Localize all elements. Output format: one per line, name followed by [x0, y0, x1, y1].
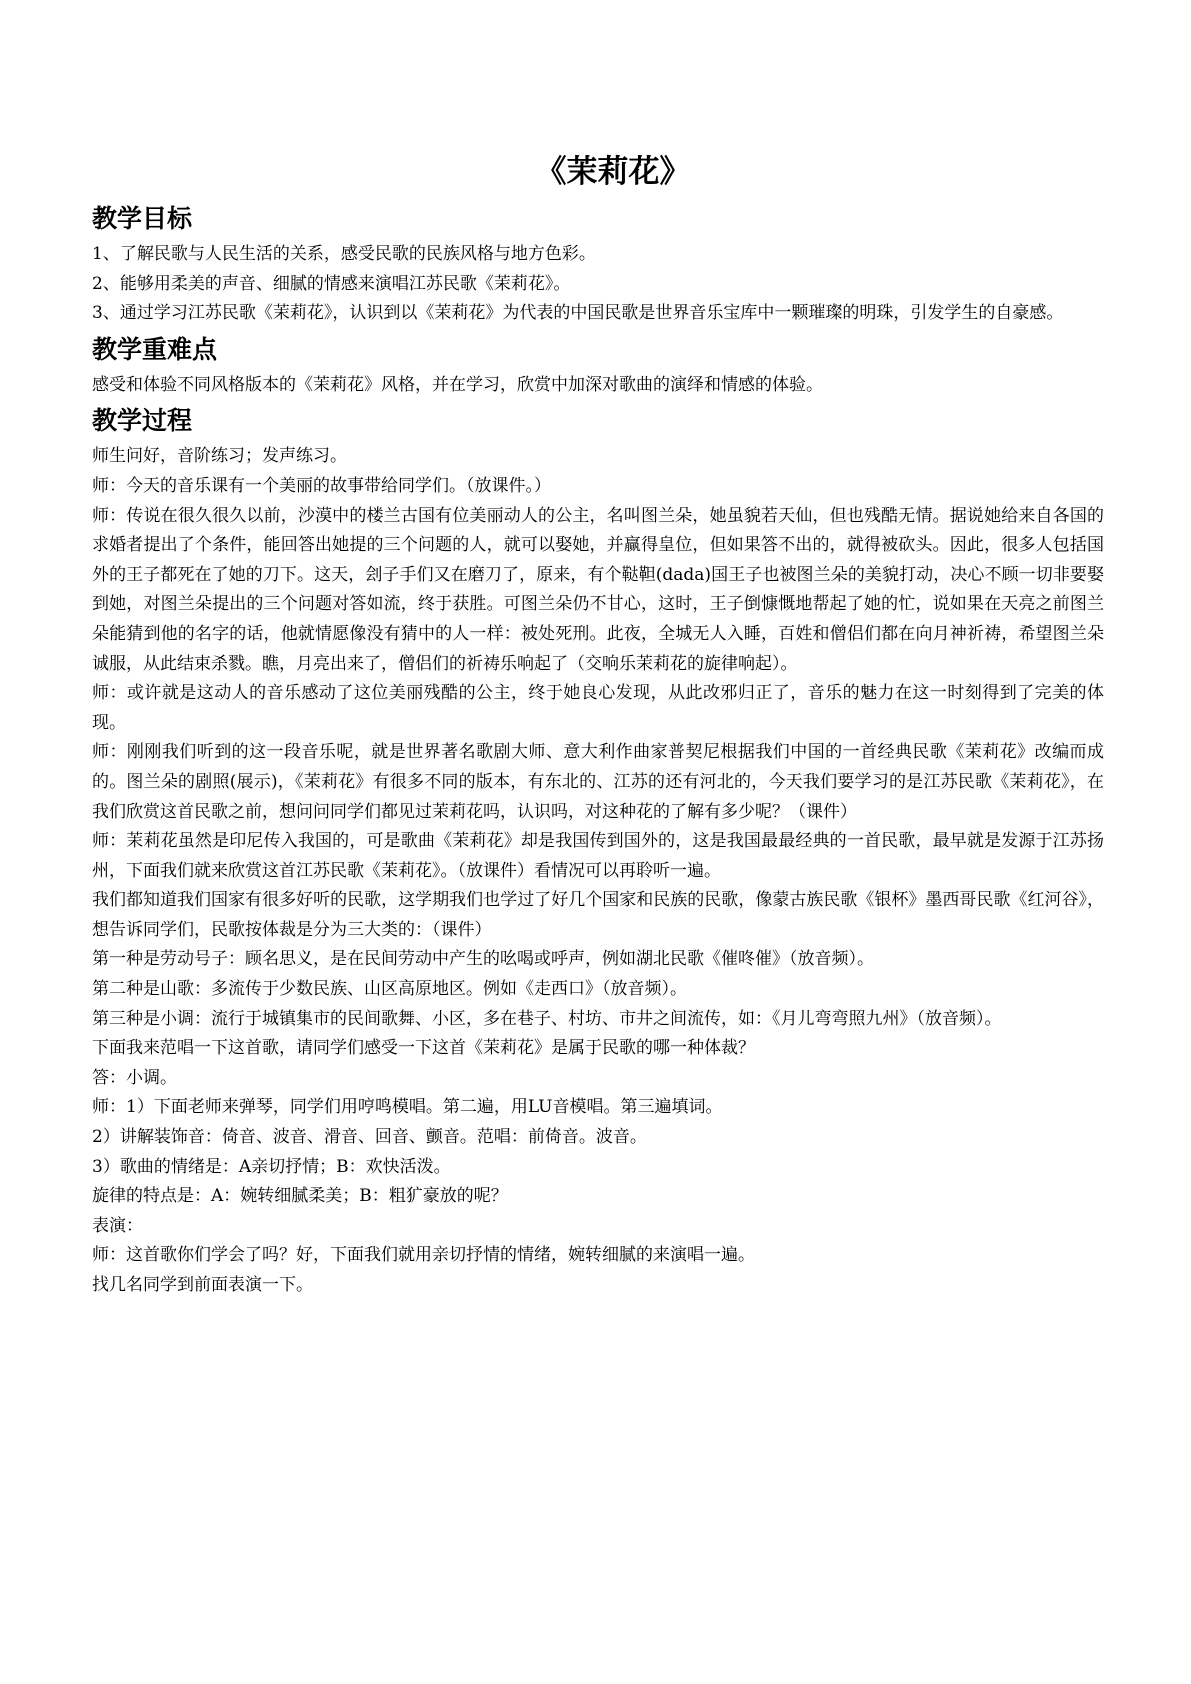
section-heading: 教学过程 — [92, 406, 193, 436]
paragraph: 下面我来范唱一下这首歌，请同学们感受一下这首《茉莉花》是属于民歌的哪一种体裁？ — [92, 1038, 755, 1059]
paragraph: 师：1）下面老师来弹琴，同学们用哼鸣模唱。第二遍，用LU音模唱。第三遍填词。 — [92, 1097, 723, 1118]
paragraph: 师：茉莉花虽然是印尼传入我国的，可是歌曲《茉莉花》却是我国传到国外的，这是我国最最经典的一首民歌，最早就是发源于江苏扬州，下面我们就来欣赏这首江苏民歌《茉莉花》。（放课件）看情况可以再聆听一遍。 — [92, 831, 1104, 881]
paragraph: 第一种是劳动号子：顾名思义，是在民间劳动中产生的吆喝或呼声，例如湖北民歌《催咚催》（放音频）。 — [92, 949, 874, 970]
paragraph: 第二种是山歌：多流传于少数民族、山区高原地区。例如《走西口》（放音频）。 — [92, 979, 687, 1000]
paragraph: 师：这首歌你们学会了吗？好，下面我们就用亲切抒情的情绪，婉转细腻的来演唱一遍。 — [92, 1245, 755, 1266]
document-title: 《茉莉花》 — [535, 154, 691, 190]
section-key-points — [92, 333, 1104, 401]
section-heading: 教学重难点 — [92, 334, 218, 364]
section-heading: 教学目标 — [92, 204, 193, 233]
paragraph: 2）讲解装饰音：倚音、波音、滑音、回音、颤音。范唱：前倚音。波音。 — [92, 1127, 647, 1148]
section-objectives — [92, 202, 1104, 329]
document-page — [92, 152, 1104, 1305]
paragraph: 旋律的特点是：A：婉转细腻柔美；B：粗犷豪放的呢？ — [92, 1186, 508, 1207]
paragraph: 师：今天的音乐课有一个美丽的故事带给同学们。（放课件。） — [92, 475, 551, 496]
paragraph: 2、能够用柔美的声音、细腻的情感来演唱江苏民歌《茉莉花》。 — [92, 273, 571, 294]
paragraph: 师：或许就是这动人的音乐感动了这位美丽残酷的公主，终于她良心发现，从此改邪归正了，音乐的魅力在这一时刻得到了完美的体现。 — [92, 683, 1104, 733]
paragraph: 答：小调。 — [92, 1067, 177, 1088]
paragraph: 1、了解民歌与人民生活的关系，感受民歌的民族风格与地方色彩。 — [92, 244, 596, 264]
paragraph: 感受和体验不同风格版本的《茉莉花》风格，并在学习，欣赏中加深对歌曲的演绎和情感的体验。 — [92, 374, 823, 395]
paragraph: 第三种是小调：流行于城镇集市的民间歌舞、小区，多在巷子、村坊、市井之间流传，如：《月儿弯弯照九州》（放音频）。 — [92, 1008, 1002, 1029]
section-process — [92, 404, 1104, 1300]
paragraph: 表演： — [92, 1215, 143, 1236]
paragraph: 师：传说在很久很久以前，沙漠中的楼兰古国有位美丽动人的公主，名叫图兰朵，她虽貌若天仙，但也残酷无情。据说她给来自各国的求婚者提出了个条件，能回答出她提的三个问题的人，就可以娶她，并赢得皇位，但如果答不出的，就得被砍头。因此，很多人包括国外的王子都死在了她的刀下。这天，刽子手们又在磨刀了，原来，有个鞑靼(dada)国王子也被图兰朵的美貌打动，决心不顾一切非要娶到她，对图兰朵提出的三个问题对答如流，终于获胜。可图兰朵仍不甘心，这时，王子倒慷慨地帮起了她的忙，说如果在天亮之前图兰朵能猜到他的名字的话，他就情愿像没有猜中的人一样：被处死刑。此夜，全城无人入睡，百姓和僧侣们都在向月神祈祷，希望图兰朵诚服，从此结束杀戮。瞧，月亮出来了，僧侣们的祈祷乐响起了（交响乐茉莉花的旋律响起）。 — [92, 505, 1104, 674]
paragraph: 找几名同学到前面表演一下。 — [92, 1275, 313, 1295]
paragraph: 师生问好，音阶练习；发声练习。 — [92, 446, 347, 467]
paragraph: 我们都知道我们国家有很多好听的民歌，这学期我们也学过了好几个国家和民族的民歌，像蒙古族民歌《银杯》墨西哥民歌《红河谷》，想告诉同学们，民歌按体裁是分为三大类的：（课件） — [92, 890, 1104, 940]
paragraph: 3）歌曲的情绪是：A亲切抒情；B：欢快活泼。 — [92, 1156, 451, 1177]
paragraph: 师：刚刚我们听到的这一段音乐呢，就是世界著名歌剧大师、意大利作曲家普契尼根据我们中国的一首经典民歌《茉莉花》改编而成的。图兰朵的剧照(展示)，《茉莉花》有很多不同的版本，有东北的、江苏的还有河北的，今天我们要学习的是江苏民歌《茉莉花》，在我们欣赏这首民歌之前，想问问同学们都见过茉莉花吗，认识吗，对这种花的了解有多少呢？（课件） — [92, 742, 1104, 822]
paragraph: 3、通过学习江苏民歌《茉莉花》，认识到以《茉莉花》为代表的中国民歌是世界音乐宝库中一颗璀璨的明珠，引发学生的自豪感。 — [92, 303, 1064, 324]
